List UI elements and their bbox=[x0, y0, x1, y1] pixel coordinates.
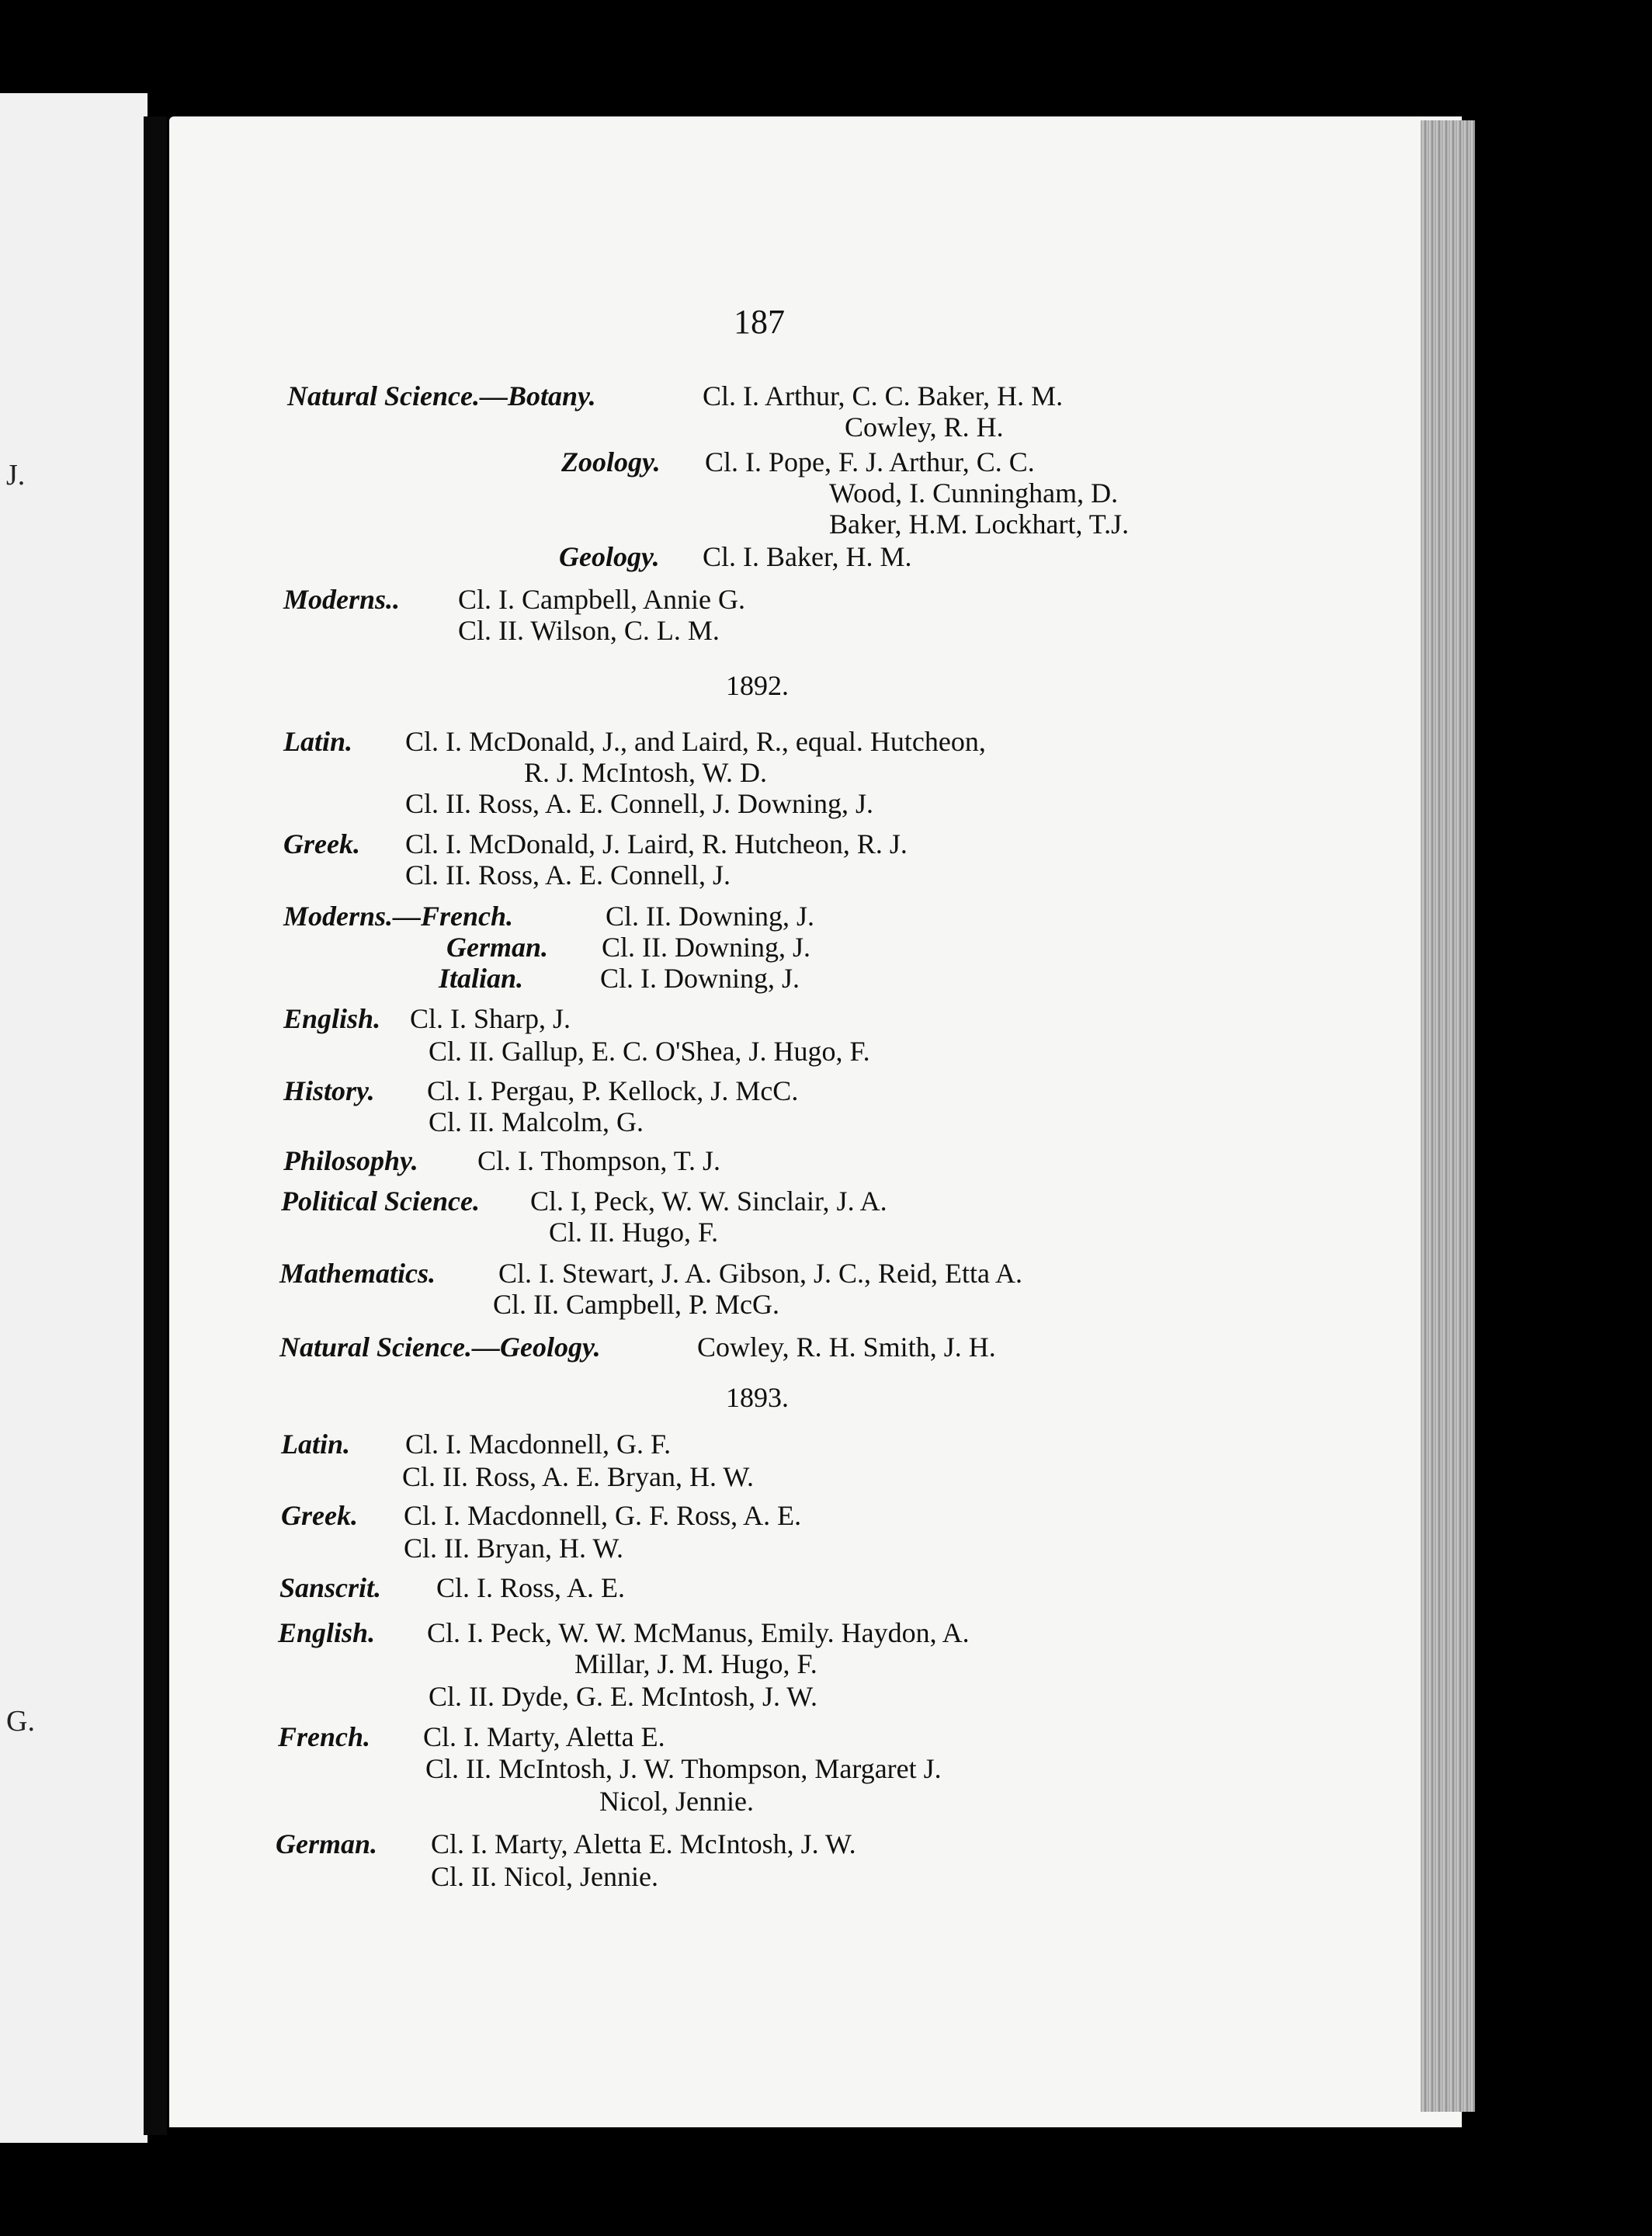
entry-text: Baker, H.M. Lockhart, T.J. bbox=[829, 509, 1130, 540]
subject-label: Mathematics. bbox=[279, 1258, 436, 1289]
entry-text: Cl. I. Macdonnell, G. F. bbox=[405, 1429, 672, 1460]
entry-text: Millar, J. M. Hugo, F. bbox=[574, 1648, 817, 1679]
entry-text: Cl. I. Baker, H. M. bbox=[703, 541, 912, 572]
book-gutter bbox=[144, 116, 167, 2135]
year-heading: 1892. bbox=[726, 670, 789, 701]
subject-label: Moderns.. bbox=[283, 584, 401, 615]
subject-label: Philosophy. bbox=[283, 1145, 418, 1176]
subject-label: German. bbox=[276, 1828, 378, 1859]
left-page-fragment: G. bbox=[6, 1705, 35, 1738]
subject-label: German. bbox=[446, 932, 549, 963]
entry-text: R. J. McIntosh, W. D. bbox=[524, 757, 768, 788]
entry-text: Cl. I. Arthur, C. C. Baker, H. M. bbox=[703, 380, 1064, 411]
subject-label: Zoology. bbox=[561, 446, 661, 477]
entry-text: Cl. I. Marty, Aletta E. McIntosh, J. W. bbox=[431, 1828, 856, 1859]
entry-text: Cl. I. Macdonnell, G. F. Ross, A. E. bbox=[404, 1500, 802, 1531]
entry-text: Cl. II. Bryan, H. W. bbox=[404, 1533, 623, 1564]
entry-text: Cl. I. Marty, Aletta E. bbox=[423, 1721, 665, 1752]
subject-label: Latin. bbox=[283, 726, 353, 757]
entry-text: Cl. II. Ross, A. E. Connell, J. Downing, J. bbox=[405, 788, 874, 819]
subject-label: Greek. bbox=[281, 1500, 358, 1531]
subject-label: History. bbox=[283, 1075, 375, 1106]
entry-text: Cl. II. Hugo, F. bbox=[549, 1217, 719, 1248]
entry-text: Cl. I. Sharp, J. bbox=[410, 1003, 571, 1034]
page bbox=[169, 116, 1462, 2127]
entry-text: Cl. I. Stewart, J. A. Gibson, J. C., Reid, Etta A. bbox=[498, 1258, 1022, 1289]
entry-text: Cl. I. McDonald, J. Laird, R. Hutcheon, R. J. bbox=[405, 828, 908, 859]
entry-text: Cl. I. McDonald, J., and Laird, R., equal. Hutcheon, bbox=[405, 726, 986, 757]
subject-label: Greek. bbox=[283, 828, 360, 859]
entry-text: Cl. II. Nicol, Jennie. bbox=[431, 1861, 658, 1892]
subject-label: Natural Science.—Geology. bbox=[279, 1332, 601, 1363]
entry-text: Cl. I. Thompson, T. J. bbox=[477, 1145, 721, 1176]
entry-text: Cl. II. Downing, J. bbox=[606, 901, 814, 932]
entry-text: Cl. II. McIntosh, J. W. Thompson, Margaret J. bbox=[425, 1753, 942, 1784]
entry-text: Cl. I. Pergau, P. Kellock, J. McC. bbox=[427, 1075, 799, 1106]
entry-text: Cl. II. Ross, A. E. Bryan, H. W. bbox=[402, 1461, 755, 1492]
entry-text: Cl. II. Ross, A. E. Connell, J. bbox=[405, 859, 731, 891]
entry-text: Cl. I. Campbell, Annie G. bbox=[458, 584, 745, 615]
subject-label: Latin. bbox=[281, 1429, 351, 1460]
left-page-fragment: J. bbox=[6, 459, 26, 491]
entry-text: Cl. I. Downing, J. bbox=[600, 963, 800, 994]
subject-label: Sanscrit. bbox=[279, 1572, 382, 1603]
subject-label: French. bbox=[278, 1721, 371, 1752]
entry-text: Cl. II. Campbell, P. McG. bbox=[493, 1289, 779, 1320]
page-number: 187 bbox=[734, 303, 785, 341]
entry-text: Cl. II. Downing, J. bbox=[602, 932, 810, 963]
entry-text: Cl. I. Ross, A. E. bbox=[436, 1572, 626, 1603]
entry-text: Cl. II. Malcolm, G. bbox=[429, 1106, 644, 1137]
subject-label: Natural Science.—Botany. bbox=[287, 380, 596, 411]
year-heading: 1893. bbox=[726, 1382, 789, 1413]
entry-text: Cowley, R. H. Smith, J. H. bbox=[697, 1332, 996, 1363]
subject-label: Italian. bbox=[439, 963, 524, 994]
entry-text: Cl. I, Peck, W. W. Sinclair, J. A. bbox=[530, 1186, 887, 1217]
entry-text: Wood, I. Cunningham, D. bbox=[829, 477, 1119, 509]
entry-text: Cl. II. Gallup, E. C. O'Shea, J. Hugo, F. bbox=[429, 1036, 870, 1067]
subject-label: Political Science. bbox=[281, 1186, 480, 1217]
entry-text: Cl. I. Peck, W. W. McManus, Emily. Haydon, A. bbox=[427, 1617, 970, 1648]
subject-label: English. bbox=[278, 1617, 376, 1648]
page-edges bbox=[1421, 120, 1475, 2112]
entry-text: Cl. II. Dyde, G. E. McIntosh, J. W. bbox=[429, 1681, 817, 1712]
subject-label: Geology. bbox=[559, 541, 660, 572]
entry-text: Cowley, R. H. bbox=[845, 411, 1004, 443]
subject-label: Moderns.—French. bbox=[283, 901, 514, 932]
entry-text: Nicol, Jennie. bbox=[599, 1786, 754, 1817]
entry-text: Cl. II. Wilson, C. L. M. bbox=[458, 615, 720, 646]
entry-text: Cl. I. Pope, F. J. Arthur, C. C. bbox=[705, 446, 1035, 477]
subject-label: English. bbox=[283, 1003, 381, 1034]
left-page-margin bbox=[0, 93, 148, 2143]
